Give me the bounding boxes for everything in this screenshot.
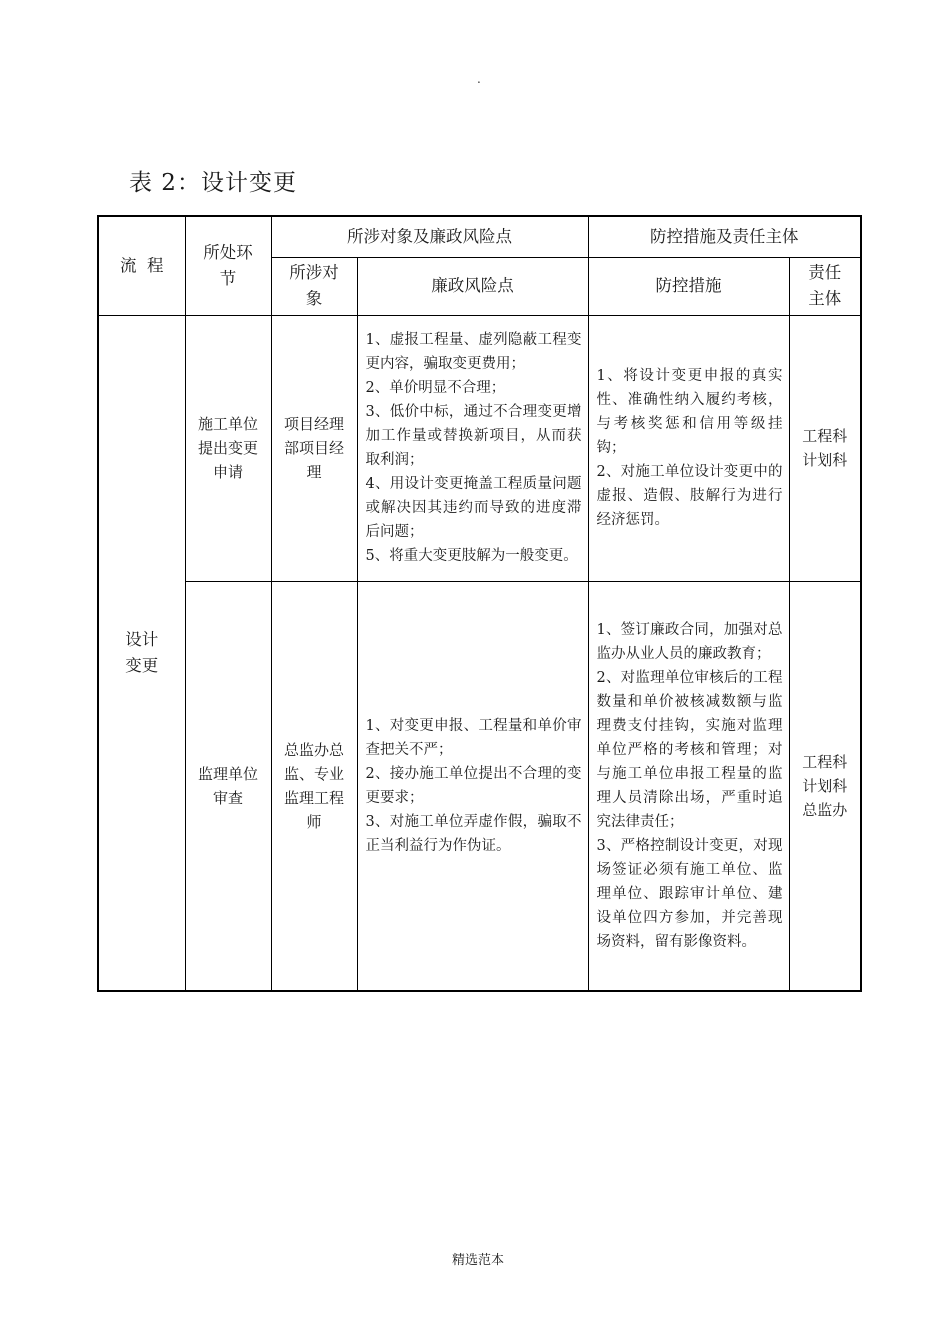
measure-item: 1、将设计变更申报的真实性、准确性纳入履约考核，与考核奖惩和信用等级挂钩； [596, 368, 783, 456]
page-footer: 精选范本 [452, 1253, 505, 1268]
design-change-table [97, 215, 862, 992]
risks-cell [357, 581, 588, 991]
header-owner: 责任主体 [789, 257, 861, 315]
risk-item: 2、单价明显不合理； [365, 380, 506, 396]
stage-cell: 监理单位审查 [185, 581, 271, 991]
risk-item: 3、低价中标，通过不合理变更增加工作量或替换新项目，从而获取利润； [365, 404, 582, 468]
risk-item: 1、虚报工程量、虚列隐蔽工程变更内容，骗取变更费用； [365, 332, 582, 372]
objects-cell: 总监办总监、专业监理工程师 [271, 581, 357, 991]
header-measures: 防控措施 [588, 257, 789, 315]
measure-item: 2、对监理单位审核后的工程数量和单价被核减数额与监理费支付挂钩，实施对监理单位严格的考核和管理；对与施工单位串报工程量的监理人员清除出场，严重时追究法律责任； [596, 669, 783, 830]
header-process: 流 程 [98, 216, 185, 315]
header-stage: 所处环节 [185, 216, 271, 315]
risk-item: 5、将重大变更肢解为一般变更。 [365, 548, 578, 564]
risks-cell [357, 315, 588, 581]
measures-cell [588, 581, 789, 991]
owner-cell: 工程科计划科 [789, 315, 861, 581]
header-risks: 廉政风险点 [357, 257, 588, 315]
measure-item: 3、严格控制设计变更，对现场签证必须有施工单位、监理单位、跟踪审计单位、建设单位四方参加，并完善现场资料，留有影像资料。 [596, 837, 783, 950]
header-row-1 [98, 216, 861, 257]
stage-cell: 施工单位提出变更申请 [185, 315, 271, 581]
header-group-objects-risks: 所涉对象及廉政风险点 [271, 216, 588, 257]
risk-item: 4、用设计变更掩盖工程质量问题或解决因其违约而导致的进度滞后问题； [365, 476, 582, 540]
owner-cell: 工程科计划科总监办 [789, 581, 861, 991]
table-row [98, 581, 861, 991]
page-title: 表 2：设计变更 [129, 170, 297, 196]
measures-cell [588, 315, 789, 581]
measure-item: 2、对施工单位设计变更中的虚报、造假、肢解行为进行经济惩罚。 [596, 464, 783, 528]
header-objects: 所涉对象 [271, 257, 357, 315]
top-dot-mark: . [477, 72, 481, 86]
process-cell: 设计变更 [98, 315, 185, 991]
table-row [98, 315, 861, 581]
measure-item: 1、签订廉政合同，加强对总监办从业人员的廉政教育； [596, 621, 783, 662]
risk-item: 1、对变更申报、工程量和单价审查把关不严； [365, 717, 582, 758]
header-group-measures-owner: 防控措施及责任主体 [588, 216, 861, 257]
objects-cell: 项目经理部项目经理 [271, 315, 357, 581]
risk-item: 2、接办施工单位提出不合理的变更要求； [365, 765, 582, 806]
risk-item: 3、对施工单位弄虚作假，骗取不正当利益行为作伪证。 [365, 813, 582, 854]
